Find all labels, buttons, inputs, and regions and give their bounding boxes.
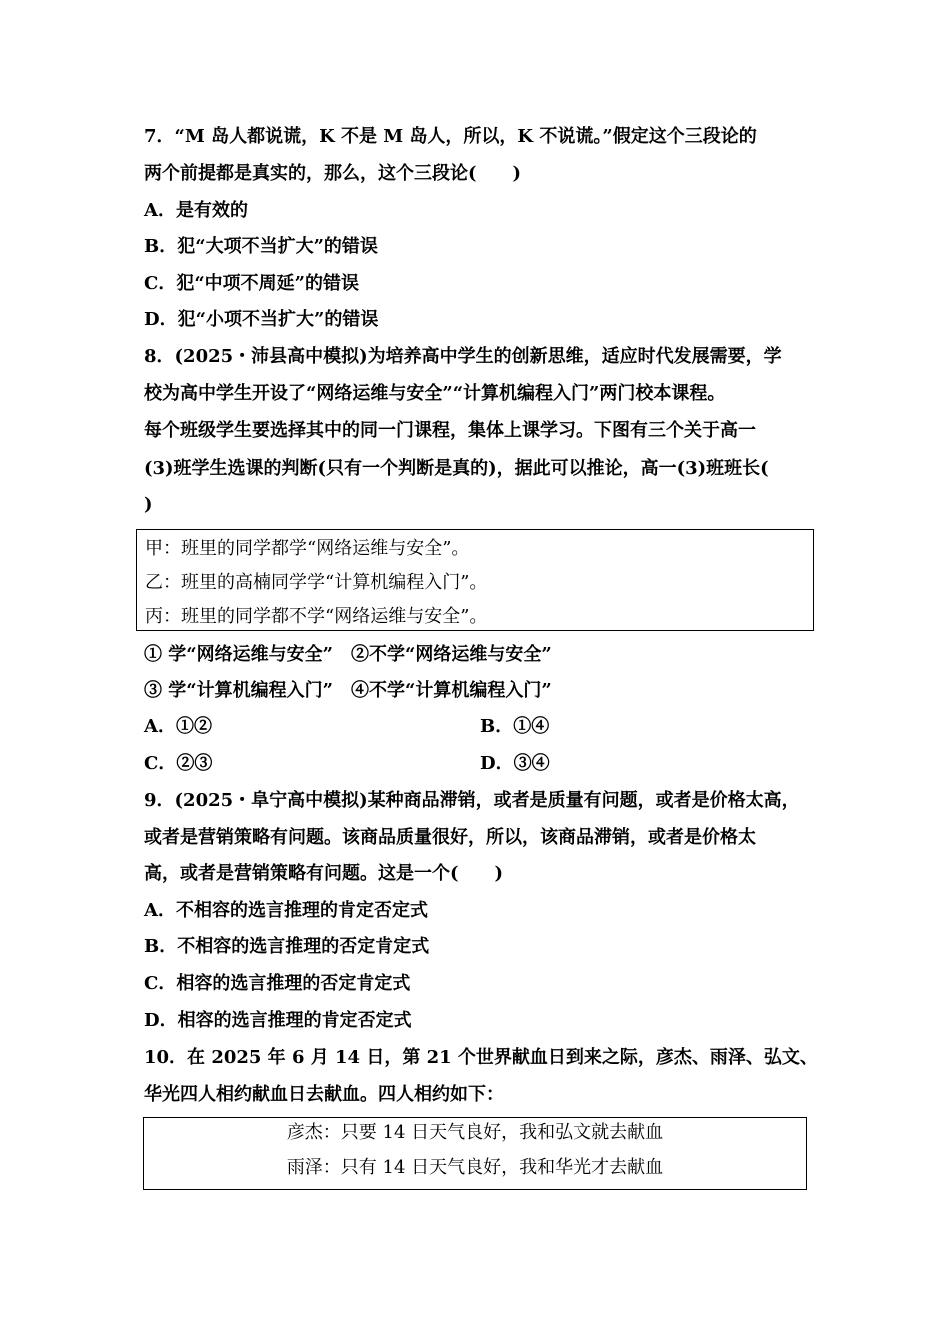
q10-stem-line-1: 10．在 2025 年 6 月 14 日，第 21 个世界献血日到来之际，彦杰、雨泽、弘文、 [144, 1047, 818, 1068]
q7-option-a: A．是有效的 [144, 200, 248, 221]
q8-option-a: A．①② [144, 716, 212, 737]
q10-agreement-yanjie: 彦杰：只要 14 日天气良好，我和弘文就去献血 [286, 1122, 664, 1143]
q8-stem-line-5: ) [144, 494, 153, 515]
q10-agreement-box [143, 1117, 807, 1190]
q9-stem-line-2: 或者是营销策略有问题。该商品质量很好，所以，该商品滞销，或者是价格太 [144, 827, 756, 848]
q9-stem-line-1: 9．(2025・阜宁高中模拟)某种商品滞销，或者是质量有问题，或者是价格太高， [144, 790, 800, 811]
q7-option-b: B．犯“大项不当扩大”的错误 [144, 236, 378, 257]
q9-option-c: C．相容的选言推理的否定肯定式 [144, 973, 411, 994]
q8-stem-line-4: (3)班学生选课的判断(只有一个判断是真的)，据此可以推论，高一(3)班班长( [144, 458, 769, 479]
q9-option-d: D．相容的选言推理的肯定否定式 [144, 1010, 412, 1031]
q10-stem-line-2: 华光四人相约献血日去献血。四人相约如下： [144, 1084, 504, 1105]
q9-option-b: B．不相容的选言推理的否定肯定式 [144, 936, 430, 957]
q8-judgment-jia: 甲：班里的同学都学“网络运维与安全”。 [145, 538, 470, 559]
q8-stem-line-2: 校为高中学生开设了“网络运维与安全”“计算机编程入门”两门校本课程。 [144, 383, 726, 404]
q7-stem-line-2: 两个前提都是真实的，那么，这个三段论( ) [144, 163, 522, 184]
q10-agreement-yuze: 雨泽：只有 14 日天气良好，我和华光才去献血 [286, 1157, 664, 1178]
q8-items-line-1: ① 学“网络运维与安全” ②不学“网络运维与安全” [144, 644, 552, 665]
q8-judgment-bing: 丙：班里的同学都不学“网络运维与安全”。 [145, 606, 488, 627]
q9-stem-line-3: 高，或者是营销策略有问题。这是一个( ) [144, 863, 504, 884]
q8-option-c: C．②③ [144, 753, 213, 774]
q8-judgment-yi: 乙：班里的高楠同学学“计算机编程入门”。 [145, 572, 488, 593]
q8-stem-line-1: 8．(2025・沛县高中模拟)为培养高中学生的创新思维，适应时代发展需要，学 [144, 346, 782, 367]
q8-stem-line-3: 每个班级学生要选择其中的同一门课程，集体上课学习。下图有三个关于高一 [144, 420, 756, 441]
q8-option-b: B．①④ [480, 716, 550, 737]
q7-stem-line-1: 7．“M 岛人都说谎，K 不是 M 岛人，所以，K 不说谎。”假定这个三段论的 [144, 126, 757, 147]
q9-option-a: A．不相容的选言推理的肯定否定式 [144, 900, 428, 921]
q8-judgment-box [136, 529, 814, 631]
q8-option-d: D．③④ [480, 753, 550, 774]
q7-option-d: D．犯“小项不当扩大”的错误 [144, 309, 379, 330]
q8-items-line-2: ③ 学“计算机编程入门” ④不学“计算机编程入门” [144, 680, 552, 701]
q7-option-c: C．犯“中项不周延”的错误 [144, 273, 360, 294]
